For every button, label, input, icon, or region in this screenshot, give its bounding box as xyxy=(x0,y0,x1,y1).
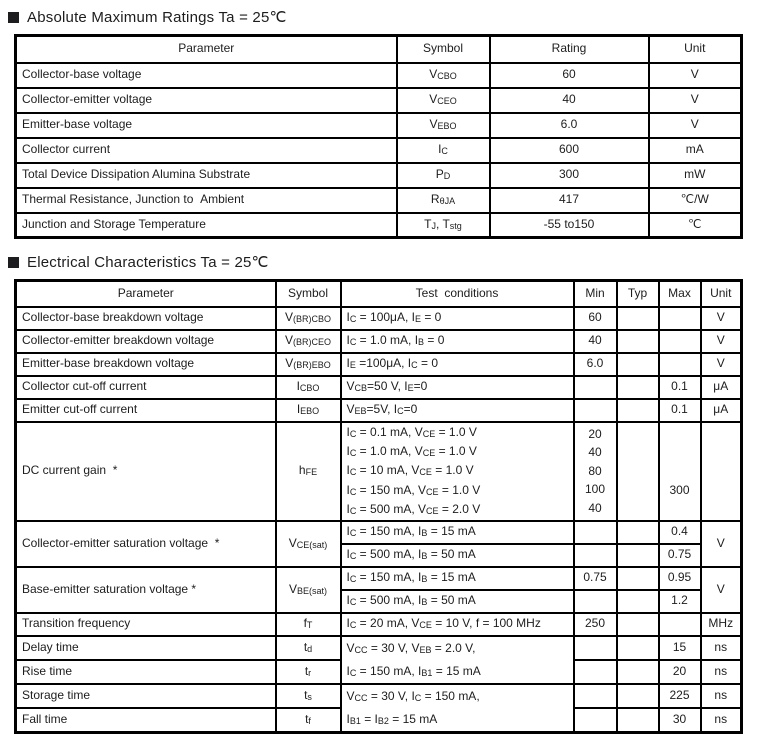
cell-typ xyxy=(617,521,659,544)
cell-rating: 417 xyxy=(490,188,649,213)
cell-typ xyxy=(617,590,659,613)
cell-symbol: $V_{BE(sat)}$ xyxy=(276,567,341,613)
cell-rating: 600 xyxy=(490,138,649,163)
cell-max: 300 xyxy=(659,422,701,521)
cell-test-conditions: $I_C = 500$ mA, $I_B = 50$ mA xyxy=(341,544,574,567)
cell-unit: V xyxy=(649,113,742,138)
cell-parameter: Rise time xyxy=(16,660,276,684)
cell-symbol: $t_r$ xyxy=(276,660,341,684)
table-row xyxy=(16,138,742,163)
cell-symbol: $V_{CBO}$ xyxy=(397,63,490,88)
cell-max: 0.1 xyxy=(659,376,701,399)
cell-test-conditions xyxy=(341,684,574,733)
table-row xyxy=(16,636,742,660)
condition-line: $I_{B1} = I_{B2} = 15$ mA xyxy=(346,711,438,726)
cell-unit: mA xyxy=(649,138,742,163)
cell-symbol: $V_{CEO}$ xyxy=(397,88,490,113)
cell-parameter: Emitter-base breakdown voltage xyxy=(16,353,276,376)
min-value-line: 20 xyxy=(588,427,602,441)
cell-min xyxy=(574,590,617,613)
cell-parameter: Emitter-base voltage xyxy=(16,113,397,138)
cell-typ xyxy=(617,330,659,353)
cell-parameter: Collector cut-off current xyxy=(16,376,276,399)
cell-min xyxy=(574,636,617,660)
cell-max: 0.4 xyxy=(659,521,701,544)
cell-min xyxy=(574,399,617,422)
cell-unit: V xyxy=(701,330,742,353)
table-row xyxy=(16,88,742,113)
cell-min xyxy=(574,376,617,399)
absolute-maximum-ratings-table xyxy=(14,34,743,239)
cell-parameter: Transition frequency xyxy=(16,613,276,636)
table-row xyxy=(16,353,742,376)
condition-line: $I_C = 150$ mA, $V_{CE} = 1.0$ V xyxy=(346,482,481,497)
table-row xyxy=(16,684,742,708)
table-row xyxy=(16,399,742,422)
cell-typ xyxy=(617,636,659,660)
condition-line: $I_C = 500$ mA, $V_{CE} = 2.0$ V xyxy=(346,502,481,517)
cell-test-conditions: $I_C = 500$ mA, $I_B = 50$ mA xyxy=(341,590,574,613)
cell-symbol: $V_{(BR)CEO}$ xyxy=(276,330,341,353)
table-row xyxy=(16,613,742,636)
cell-min: 250 xyxy=(574,613,617,636)
cell-test-conditions: $I_C = 150$ mA, $I_B = 15$ mA xyxy=(341,567,574,590)
cell-symbol: $V_{CE(sat)}$ xyxy=(276,521,341,567)
cell-parameter: Junction and Storage Temperature xyxy=(16,213,397,238)
cell-parameter: Collector-base voltage xyxy=(16,63,397,88)
cell-parameter: Collector-emitter voltage xyxy=(16,88,397,113)
cell-typ xyxy=(617,399,659,422)
cell-min: 60 xyxy=(574,307,617,330)
section-title-absolute-maximum xyxy=(8,8,749,26)
cell-symbol: $f_T$ xyxy=(276,613,341,636)
cell-max: 1.2 xyxy=(659,590,701,613)
cell-test-conditions: $V_{EB}=5V$, $I_C=0$ xyxy=(341,399,574,422)
cell-parameter: Collector-base breakdown voltage xyxy=(16,307,276,330)
cell-unit: MHz xyxy=(701,613,742,636)
black-square-icon xyxy=(8,257,19,268)
header-symbol: Symbol xyxy=(397,36,490,63)
header-parameter: Parameter xyxy=(16,281,276,307)
cell-unit: ns xyxy=(701,708,742,732)
header-parameter: Parameter xyxy=(16,36,397,63)
black-square-icon xyxy=(8,12,19,23)
cell-test-conditions: $I_C = 1.0$ mA, $I_B = 0$ xyxy=(341,330,574,353)
cell-symbol: $I_C$ xyxy=(397,138,490,163)
table-row xyxy=(16,307,742,330)
cell-typ xyxy=(617,307,659,330)
table-row xyxy=(16,567,742,590)
table-row xyxy=(16,188,742,213)
cell-parameter: Storage time xyxy=(16,684,276,708)
condition-line: $V_{CC} = 30$ V, $I_C = 150$ mA, xyxy=(346,688,480,703)
cell-symbol: $P_D$ xyxy=(397,163,490,188)
cell-max: 0.75 xyxy=(659,544,701,567)
cell-unit xyxy=(701,422,742,521)
cell-rating: 6.0 xyxy=(490,113,649,138)
cell-unit: μA xyxy=(701,376,742,399)
cell-test-conditions: $V_{CB}=50$ V, $I_E=0$ xyxy=(341,376,574,399)
cell-unit: ℃ xyxy=(649,213,742,238)
cell-parameter: Delay time xyxy=(16,636,276,660)
header-symbol: Symbol xyxy=(276,281,341,307)
cell-unit: V xyxy=(701,567,742,613)
cell-test-conditions: $I_C = 150$ mA, $I_B = 15$ mA xyxy=(341,521,574,544)
cell-typ xyxy=(617,684,659,708)
cell-test-conditions: $I_C = 20$ mA, $V_{CE} = 10$ V, f = 100 MHz xyxy=(341,613,574,636)
cell-max: 0.1 xyxy=(659,399,701,422)
cell-symbol: $I_{EBO}$ xyxy=(276,399,341,422)
cell-unit: ns xyxy=(701,636,742,660)
cell-min xyxy=(574,708,617,732)
cell-unit: ℃/W xyxy=(649,188,742,213)
header-test-conditions: Test conditions xyxy=(341,281,574,307)
header-typ: Typ xyxy=(617,281,659,307)
cell-max: 225 xyxy=(659,684,701,708)
cell-max: 30 xyxy=(659,708,701,732)
cell-unit: V xyxy=(701,353,742,376)
cell-test-conditions: $I_C = 100\mu A$, $I_E = 0$ xyxy=(341,307,574,330)
cell-unit: μA xyxy=(701,399,742,422)
cell-max xyxy=(659,307,701,330)
min-value-line: 100 xyxy=(584,482,606,497)
table-row-hfe xyxy=(16,422,742,521)
cell-rating: 60 xyxy=(490,63,649,88)
cell-symbol: $t_d$ xyxy=(276,636,341,660)
cell-unit: V xyxy=(649,63,742,88)
condition-line: $I_C = 1.0$ mA, $V_{CE} = 1.0$ V xyxy=(346,443,477,458)
cell-min xyxy=(574,544,617,567)
section-title-text: Absolute Maximum Ratings Ta = 25℃ xyxy=(27,9,287,26)
cell-symbol: $I_{CBO}$ xyxy=(276,376,341,399)
cell-typ xyxy=(617,567,659,590)
cell-min: 6.0 xyxy=(574,353,617,376)
header-unit: Unit xyxy=(701,281,742,307)
header-rating: Rating xyxy=(490,36,649,63)
table-header-row xyxy=(16,281,742,307)
cell-min xyxy=(574,660,617,684)
header-unit: Unit xyxy=(649,36,742,63)
cell-parameter: Total Device Dissipation Alumina Substrate xyxy=(16,163,397,188)
cell-typ xyxy=(617,422,659,521)
cell-typ xyxy=(617,376,659,399)
cell-unit: ns xyxy=(701,684,742,708)
cell-parameter: Collector-emitter breakdown voltage xyxy=(16,330,276,353)
cell-typ xyxy=(617,353,659,376)
table-row xyxy=(16,163,742,188)
cell-symbol: $R_{\theta JA}$ xyxy=(397,188,490,213)
cell-symbol: $t_f$ xyxy=(276,708,341,732)
cell-typ xyxy=(617,544,659,567)
table-row xyxy=(16,63,742,88)
cell-test-conditions xyxy=(341,422,574,521)
cell-min: 0.75 xyxy=(574,567,617,590)
table-row xyxy=(16,521,742,544)
cell-parameter: Collector current xyxy=(16,138,397,163)
condition-line: $I_C = 10$ mA, $V_{CE} = 1.0$ V xyxy=(346,463,474,478)
header-min: Min xyxy=(574,281,617,307)
cell-min xyxy=(574,684,617,708)
table-row xyxy=(16,376,742,399)
table-row xyxy=(16,113,742,138)
min-value-line: 40 xyxy=(588,445,602,460)
cell-symbol: $T_J$, $T_{stg}$ xyxy=(397,213,490,238)
section-title-text: Electrical Characteristics Ta = 25℃ xyxy=(27,254,269,271)
cell-typ xyxy=(617,613,659,636)
cell-max xyxy=(659,330,701,353)
cell-max: 20 xyxy=(659,660,701,684)
electrical-characteristics-table xyxy=(14,279,743,734)
cell-test-conditions xyxy=(341,636,574,684)
cell-max xyxy=(659,613,701,636)
cell-max xyxy=(659,353,701,376)
cell-min: 40 xyxy=(574,330,617,353)
cell-unit: V xyxy=(649,88,742,113)
cell-parameter: Thermal Resistance, Junction to Ambient xyxy=(16,188,397,213)
cell-unit: mW xyxy=(649,163,742,188)
cell-symbol: $V_{(BR)CBO}$ xyxy=(276,307,341,330)
cell-max: 15 xyxy=(659,636,701,660)
condition-line: $V_{CC} = 30$ V, $V_{EB} = 2.0$ V, xyxy=(346,640,476,655)
table-row xyxy=(16,330,742,353)
header-max: Max xyxy=(659,281,701,307)
cell-typ xyxy=(617,660,659,684)
min-value-line: 40 xyxy=(588,500,602,515)
section-title-electrical xyxy=(8,253,749,271)
cell-min xyxy=(574,521,617,544)
cell-rating: 300 xyxy=(490,163,649,188)
cell-parameter: Emitter cut-off current xyxy=(16,399,276,422)
cell-min xyxy=(574,422,617,521)
cell-parameter: Fall time xyxy=(16,708,276,732)
table-row xyxy=(16,213,742,238)
table-header-row xyxy=(16,36,742,63)
cell-parameter: Base-emitter saturation voltage * xyxy=(16,567,276,613)
cell-symbol: $t_s$ xyxy=(276,684,341,708)
cell-symbol: $V_{(BR)EBO}$ xyxy=(276,353,341,376)
cell-unit: V xyxy=(701,521,742,567)
cell-max: 0.95 xyxy=(659,567,701,590)
cell-unit: ns xyxy=(701,660,742,684)
cell-rating: -55 to150 xyxy=(490,213,649,238)
cell-unit: V xyxy=(701,307,742,330)
cell-symbol: $V_{EBO}$ xyxy=(397,113,490,138)
cell-parameter: Collector-emitter saturation voltage * xyxy=(16,521,276,567)
cell-test-conditions: $I_E =100\mu A$, $I_C = 0$ xyxy=(341,353,574,376)
min-value-line: 80 xyxy=(588,463,602,478)
cell-rating: 40 xyxy=(490,88,649,113)
condition-line: $I_C = 0.1$ mA, $V_{CE} = 1.0$ V xyxy=(346,424,477,439)
cell-typ xyxy=(617,708,659,732)
condition-line: $I_C = 150$ mA, $I_{B1} = 15$ mA xyxy=(346,663,481,678)
cell-parameter: DC current gain * xyxy=(16,422,276,521)
cell-symbol: $h_{FE}$ xyxy=(276,422,341,521)
